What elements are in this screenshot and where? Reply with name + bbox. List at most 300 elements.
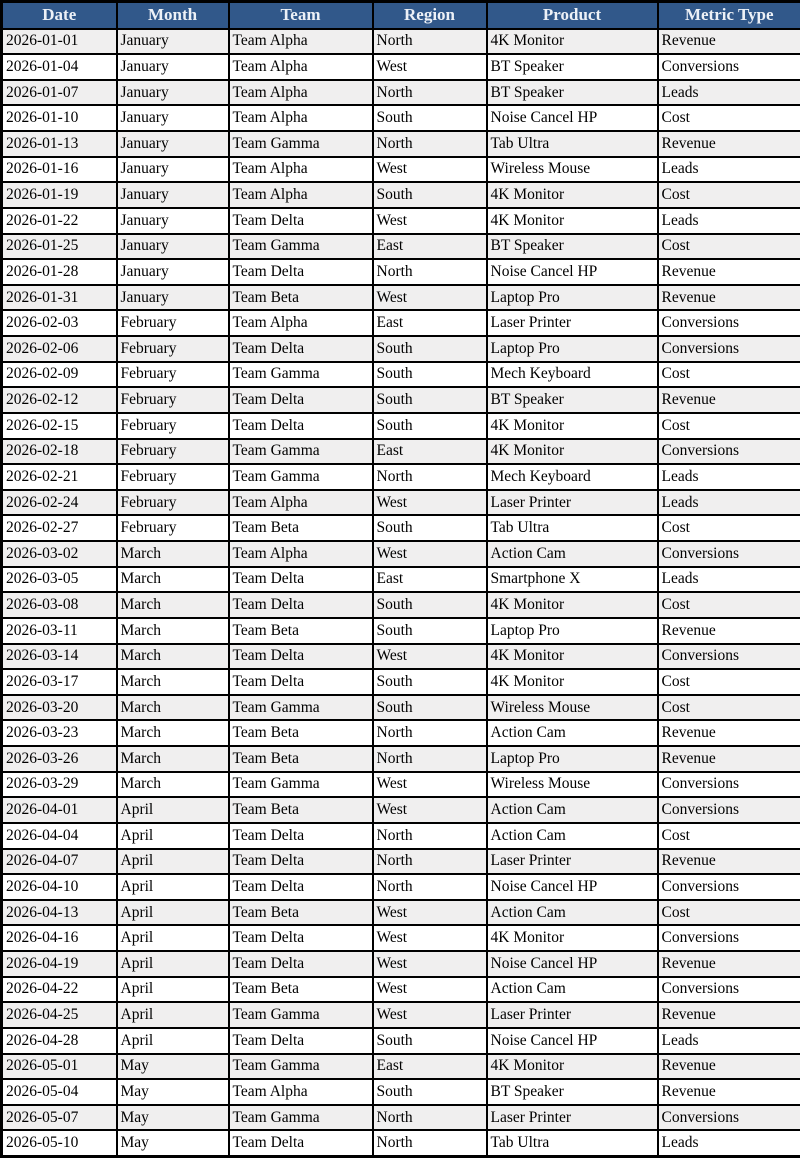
cell-team: Team Beta: [229, 900, 373, 926]
table-row: [2, 1028, 800, 1054]
table-row: [2, 439, 800, 465]
cell-product: Tab Ultra: [487, 1130, 658, 1156]
cell-month: March: [117, 746, 229, 772]
cell-date: 2026-05-07: [2, 1105, 117, 1131]
column-header-metric-type: Metric Type: [658, 2, 800, 29]
cell-team: Team Delta: [229, 413, 373, 439]
cell-team: Team Delta: [229, 592, 373, 618]
cell-month: March: [117, 567, 229, 593]
cell-month: February: [117, 362, 229, 388]
cell-region: West: [373, 157, 487, 183]
cell-region: North: [373, 1130, 487, 1156]
cell-month: April: [117, 900, 229, 926]
cell-date: 2026-05-01: [2, 1054, 117, 1080]
cell-product: Action Cam: [487, 720, 658, 746]
table-row: [2, 669, 800, 695]
cell-month: April: [117, 1002, 229, 1028]
cell-region: North: [373, 131, 487, 157]
cell-month: February: [117, 336, 229, 362]
cell-product: Wireless Mouse: [487, 695, 658, 721]
cell-region: North: [373, 29, 487, 55]
cell-date: 2026-02-12: [2, 387, 117, 413]
cell-month: January: [117, 182, 229, 208]
cell-region: West: [373, 951, 487, 977]
cell-region: East: [373, 567, 487, 593]
cell-date: 2026-01-01: [2, 29, 117, 55]
cell-date: 2026-03-23: [2, 720, 117, 746]
cell-metric-type: Cost: [658, 515, 800, 541]
cell-date: 2026-02-06: [2, 336, 117, 362]
table-row: [2, 592, 800, 618]
cell-month: January: [117, 80, 229, 106]
cell-region: West: [373, 977, 487, 1003]
cell-product: BT Speaker: [487, 1079, 658, 1105]
cell-metric-type: Leads: [658, 567, 800, 593]
cell-date: 2026-01-25: [2, 234, 117, 260]
cell-region: North: [373, 1105, 487, 1131]
cell-metric-type: Cost: [658, 234, 800, 260]
cell-month: April: [117, 1028, 229, 1054]
cell-date: 2026-05-04: [2, 1079, 117, 1105]
cell-date: 2026-04-13: [2, 900, 117, 926]
cell-team: Team Beta: [229, 746, 373, 772]
cell-month: January: [117, 105, 229, 131]
cell-product: 4K Monitor: [487, 1054, 658, 1080]
cell-product: BT Speaker: [487, 54, 658, 80]
table-row: [2, 951, 800, 977]
cell-product: Noise Cancel HP: [487, 259, 658, 285]
cell-product: Laser Printer: [487, 310, 658, 336]
cell-region: South: [373, 105, 487, 131]
cell-month: March: [117, 618, 229, 644]
cell-metric-type: Leads: [658, 157, 800, 183]
cell-team: Team Delta: [229, 823, 373, 849]
cell-region: West: [373, 772, 487, 798]
table-row: [2, 644, 800, 670]
cell-month: January: [117, 131, 229, 157]
cell-region: East: [373, 234, 487, 260]
cell-team: Team Delta: [229, 336, 373, 362]
table-row: [2, 746, 800, 772]
cell-product: BT Speaker: [487, 80, 658, 106]
cell-date: 2026-02-21: [2, 464, 117, 490]
cell-team: Team Gamma: [229, 1105, 373, 1131]
cell-team: Team Delta: [229, 644, 373, 670]
cell-metric-type: Leads: [658, 464, 800, 490]
cell-month: February: [117, 515, 229, 541]
cell-region: South: [373, 413, 487, 439]
cell-month: May: [117, 1054, 229, 1080]
cell-date: 2026-04-19: [2, 951, 117, 977]
cell-metric-type: Revenue: [658, 951, 800, 977]
cell-product: 4K Monitor: [487, 439, 658, 465]
cell-product: Wireless Mouse: [487, 157, 658, 183]
cell-region: East: [373, 1054, 487, 1080]
cell-date: 2026-04-22: [2, 977, 117, 1003]
cell-product: 4K Monitor: [487, 208, 658, 234]
cell-region: North: [373, 849, 487, 875]
cell-team: Team Beta: [229, 720, 373, 746]
cell-team: Team Alpha: [229, 1079, 373, 1105]
cell-metric-type: Leads: [658, 80, 800, 106]
cell-team: Team Gamma: [229, 1054, 373, 1080]
cell-region: North: [373, 720, 487, 746]
table-row: [2, 362, 800, 388]
cell-region: North: [373, 464, 487, 490]
cell-metric-type: Conversions: [658, 644, 800, 670]
cell-month: January: [117, 234, 229, 260]
cell-team: Team Alpha: [229, 80, 373, 106]
column-header-product: Product: [487, 2, 658, 29]
cell-team: Team Delta: [229, 874, 373, 900]
cell-region: South: [373, 362, 487, 388]
cell-product: Action Cam: [487, 823, 658, 849]
table-row: [2, 157, 800, 183]
table-row: [2, 720, 800, 746]
column-header-region: Region: [373, 2, 487, 29]
cell-metric-type: Revenue: [658, 131, 800, 157]
cell-team: Team Beta: [229, 977, 373, 1003]
cell-region: South: [373, 618, 487, 644]
cell-team: Team Gamma: [229, 695, 373, 721]
cell-metric-type: Cost: [658, 182, 800, 208]
cell-product: Laptop Pro: [487, 618, 658, 644]
cell-month: January: [117, 157, 229, 183]
table-row: [2, 925, 800, 951]
table-row: [2, 234, 800, 260]
cell-product: Noise Cancel HP: [487, 951, 658, 977]
cell-month: February: [117, 490, 229, 516]
table-row: [2, 515, 800, 541]
cell-region: East: [373, 439, 487, 465]
cell-region: South: [373, 387, 487, 413]
cell-product: 4K Monitor: [487, 182, 658, 208]
cell-date: 2026-01-04: [2, 54, 117, 80]
cell-region: West: [373, 208, 487, 234]
cell-team: Team Gamma: [229, 362, 373, 388]
cell-team: Team Alpha: [229, 105, 373, 131]
cell-region: South: [373, 695, 487, 721]
cell-region: North: [373, 80, 487, 106]
cell-team: Team Alpha: [229, 157, 373, 183]
cell-region: South: [373, 336, 487, 362]
cell-team: Team Delta: [229, 669, 373, 695]
cell-metric-type: Cost: [658, 105, 800, 131]
cell-date: 2026-01-19: [2, 182, 117, 208]
column-header-month: Month: [117, 2, 229, 29]
cell-product: Action Cam: [487, 977, 658, 1003]
cell-month: April: [117, 849, 229, 875]
cell-team: Team Beta: [229, 515, 373, 541]
cell-region: South: [373, 1079, 487, 1105]
cell-month: April: [117, 977, 229, 1003]
cell-product: Tab Ultra: [487, 131, 658, 157]
cell-month: January: [117, 29, 229, 55]
cell-date: 2026-03-29: [2, 772, 117, 798]
cell-month: February: [117, 310, 229, 336]
cell-region: West: [373, 541, 487, 567]
cell-team: Team Gamma: [229, 131, 373, 157]
cell-metric-type: Conversions: [658, 797, 800, 823]
cell-team: Team Alpha: [229, 29, 373, 55]
table-body: [2, 29, 800, 1157]
cell-region: North: [373, 259, 487, 285]
cell-month: January: [117, 259, 229, 285]
cell-team: Team Delta: [229, 259, 373, 285]
column-header-date: Date: [2, 2, 117, 29]
cell-product: 4K Monitor: [487, 669, 658, 695]
table-row: [2, 105, 800, 131]
table-row: [2, 618, 800, 644]
cell-product: BT Speaker: [487, 387, 658, 413]
cell-date: 2026-02-03: [2, 310, 117, 336]
cell-date: 2026-03-11: [2, 618, 117, 644]
cell-month: February: [117, 464, 229, 490]
cell-team: Team Gamma: [229, 464, 373, 490]
cell-region: West: [373, 900, 487, 926]
cell-metric-type: Cost: [658, 362, 800, 388]
cell-region: South: [373, 669, 487, 695]
cell-month: February: [117, 413, 229, 439]
cell-date: 2026-03-17: [2, 669, 117, 695]
cell-region: West: [373, 285, 487, 311]
cell-month: April: [117, 874, 229, 900]
cell-date: 2026-04-07: [2, 849, 117, 875]
table-row: [2, 387, 800, 413]
cell-date: 2026-01-31: [2, 285, 117, 311]
cell-month: April: [117, 951, 229, 977]
cell-metric-type: Conversions: [658, 1105, 800, 1131]
cell-metric-type: Revenue: [658, 1054, 800, 1080]
table-row: [2, 285, 800, 311]
cell-metric-type: Conversions: [658, 336, 800, 362]
cell-metric-type: Cost: [658, 900, 800, 926]
cell-metric-type: Cost: [658, 592, 800, 618]
cell-metric-type: Leads: [658, 1130, 800, 1156]
cell-date: 2026-03-14: [2, 644, 117, 670]
cell-product: 4K Monitor: [487, 29, 658, 55]
cell-date: 2026-01-07: [2, 80, 117, 106]
cell-date: 2026-02-15: [2, 413, 117, 439]
table-row: [2, 1054, 800, 1080]
table-row: [2, 54, 800, 80]
cell-region: West: [373, 54, 487, 80]
table-row: [2, 567, 800, 593]
cell-metric-type: Revenue: [658, 618, 800, 644]
cell-month: February: [117, 387, 229, 413]
cell-product: Laptop Pro: [487, 746, 658, 772]
cell-product: Noise Cancel HP: [487, 105, 658, 131]
cell-month: April: [117, 797, 229, 823]
cell-month: February: [117, 439, 229, 465]
cell-metric-type: Cost: [658, 413, 800, 439]
cell-team: Team Alpha: [229, 182, 373, 208]
cell-date: 2026-02-27: [2, 515, 117, 541]
cell-date: 2026-04-25: [2, 1002, 117, 1028]
cell-product: Noise Cancel HP: [487, 874, 658, 900]
cell-product: Action Cam: [487, 541, 658, 567]
cell-date: 2026-02-24: [2, 490, 117, 516]
cell-date: 2026-02-18: [2, 439, 117, 465]
table-row: [2, 182, 800, 208]
cell-product: Mech Keyboard: [487, 362, 658, 388]
cell-date: 2026-01-16: [2, 157, 117, 183]
cell-product: Laptop Pro: [487, 336, 658, 362]
cell-metric-type: Revenue: [658, 387, 800, 413]
cell-region: South: [373, 1028, 487, 1054]
cell-metric-type: Conversions: [658, 925, 800, 951]
cell-team: Team Delta: [229, 1028, 373, 1054]
cell-metric-type: Conversions: [658, 54, 800, 80]
cell-region: South: [373, 515, 487, 541]
cell-product: Noise Cancel HP: [487, 1028, 658, 1054]
cell-team: Team Alpha: [229, 54, 373, 80]
cell-product: Laser Printer: [487, 1002, 658, 1028]
cell-product: 4K Monitor: [487, 644, 658, 670]
table-row: [2, 900, 800, 926]
cell-team: Team Beta: [229, 797, 373, 823]
cell-date: 2026-04-16: [2, 925, 117, 951]
cell-team: Team Beta: [229, 285, 373, 311]
table-row: [2, 1130, 800, 1156]
cell-metric-type: Revenue: [658, 29, 800, 55]
cell-product: Mech Keyboard: [487, 464, 658, 490]
cell-metric-type: Conversions: [658, 977, 800, 1003]
table-header: [2, 2, 800, 29]
cell-team: Team Alpha: [229, 310, 373, 336]
cell-metric-type: Leads: [658, 1028, 800, 1054]
cell-month: April: [117, 925, 229, 951]
table-row: [2, 695, 800, 721]
cell-region: West: [373, 925, 487, 951]
cell-date: 2026-04-10: [2, 874, 117, 900]
cell-region: West: [373, 490, 487, 516]
cell-month: March: [117, 772, 229, 798]
cell-date: 2026-01-28: [2, 259, 117, 285]
cell-month: May: [117, 1079, 229, 1105]
table-row: [2, 80, 800, 106]
cell-month: March: [117, 644, 229, 670]
table-row: [2, 823, 800, 849]
cell-team: Team Delta: [229, 925, 373, 951]
cell-region: South: [373, 182, 487, 208]
cell-product: 4K Monitor: [487, 592, 658, 618]
cell-date: 2026-03-26: [2, 746, 117, 772]
cell-metric-type: Conversions: [658, 874, 800, 900]
cell-team: Team Alpha: [229, 541, 373, 567]
table-row: [2, 874, 800, 900]
cell-month: January: [117, 208, 229, 234]
cell-team: Team Gamma: [229, 772, 373, 798]
cell-region: South: [373, 592, 487, 618]
cell-region: North: [373, 746, 487, 772]
cell-team: Team Delta: [229, 387, 373, 413]
cell-product: 4K Monitor: [487, 413, 658, 439]
cell-metric-type: Revenue: [658, 259, 800, 285]
cell-product: Laser Printer: [487, 849, 658, 875]
cell-metric-type: Revenue: [658, 285, 800, 311]
table-row: [2, 1079, 800, 1105]
cell-metric-type: Revenue: [658, 1002, 800, 1028]
cell-metric-type: Cost: [658, 695, 800, 721]
table-row: [2, 29, 800, 55]
table-row: [2, 849, 800, 875]
table-row: [2, 208, 800, 234]
table-row: [2, 310, 800, 336]
cell-date: 2026-03-08: [2, 592, 117, 618]
cell-metric-type: Leads: [658, 208, 800, 234]
cell-team: Team Delta: [229, 1130, 373, 1156]
cell-date: 2026-04-01: [2, 797, 117, 823]
cell-region: West: [373, 1002, 487, 1028]
cell-metric-type: Conversions: [658, 772, 800, 798]
cell-month: March: [117, 695, 229, 721]
cell-region: East: [373, 310, 487, 336]
cell-product: Action Cam: [487, 900, 658, 926]
table-row: [2, 336, 800, 362]
cell-date: 2026-04-04: [2, 823, 117, 849]
table-row: [2, 772, 800, 798]
cell-team: Team Delta: [229, 208, 373, 234]
cell-product: Laser Printer: [487, 1105, 658, 1131]
cell-region: West: [373, 644, 487, 670]
cell-product: Wireless Mouse: [487, 772, 658, 798]
cell-date: 2026-01-13: [2, 131, 117, 157]
table-row: [2, 259, 800, 285]
table-row: [2, 464, 800, 490]
table-row: [2, 977, 800, 1003]
cell-product: 4K Monitor: [487, 925, 658, 951]
cell-month: March: [117, 669, 229, 695]
cell-metric-type: Cost: [658, 669, 800, 695]
cell-team: Team Delta: [229, 567, 373, 593]
cell-month: April: [117, 823, 229, 849]
cell-metric-type: Leads: [658, 490, 800, 516]
cell-product: Smartphone X: [487, 567, 658, 593]
cell-team: Team Delta: [229, 849, 373, 875]
table-row: [2, 1105, 800, 1131]
cell-metric-type: Cost: [658, 823, 800, 849]
table-row: [2, 131, 800, 157]
cell-product: Laser Printer: [487, 490, 658, 516]
cell-metric-type: Revenue: [658, 720, 800, 746]
cell-date: 2026-05-10: [2, 1130, 117, 1156]
cell-metric-type: Revenue: [658, 1079, 800, 1105]
cell-team: Team Delta: [229, 951, 373, 977]
cell-team: Team Gamma: [229, 234, 373, 260]
table-header-row: [2, 2, 800, 29]
cell-metric-type: Conversions: [658, 439, 800, 465]
cell-date: 2026-03-20: [2, 695, 117, 721]
cell-team: Team Alpha: [229, 490, 373, 516]
cell-month: May: [117, 1105, 229, 1131]
table-row: [2, 1002, 800, 1028]
cell-team: Team Beta: [229, 618, 373, 644]
cell-product: BT Speaker: [487, 234, 658, 260]
table-row: [2, 541, 800, 567]
cell-month: March: [117, 541, 229, 567]
cell-month: March: [117, 720, 229, 746]
cell-team: Team Gamma: [229, 439, 373, 465]
cell-metric-type: Revenue: [658, 849, 800, 875]
cell-metric-type: Conversions: [658, 541, 800, 567]
cell-month: January: [117, 54, 229, 80]
cell-date: 2026-01-10: [2, 105, 117, 131]
cell-date: 2026-03-05: [2, 567, 117, 593]
cell-date: 2026-04-28: [2, 1028, 117, 1054]
cell-metric-type: Conversions: [658, 310, 800, 336]
cell-month: March: [117, 592, 229, 618]
